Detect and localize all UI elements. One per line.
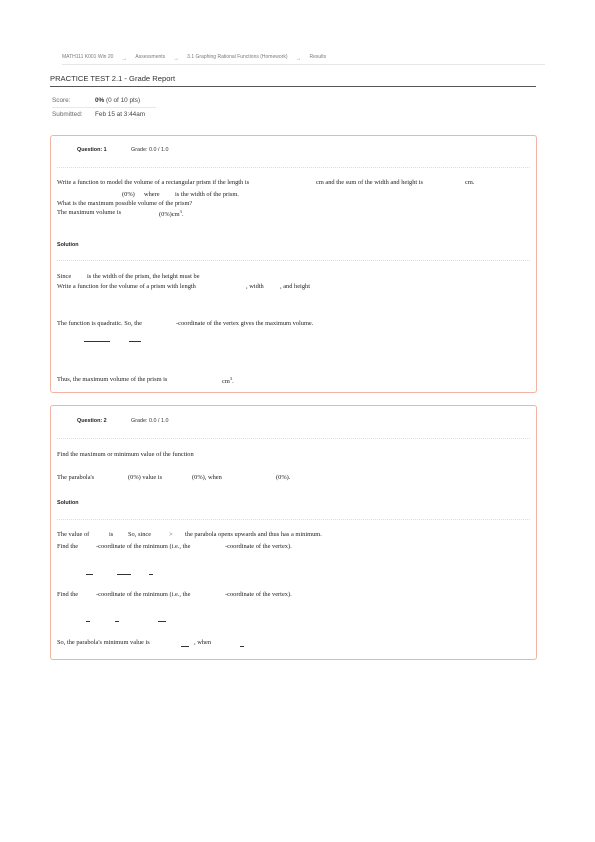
solution-text: The value of	[57, 531, 90, 538]
question-card-2	[50, 405, 537, 660]
solution-text: Thus, the maximum volume of the prism is	[57, 376, 168, 383]
solution-heading: Solution	[57, 500, 79, 506]
solution-text: Write a function for the volume of a prism with length	[57, 283, 196, 290]
solution-text: The function is quadratic. So, the	[57, 320, 143, 327]
fraction-bar	[86, 574, 93, 575]
score-detail: (0 of 10 pts)	[106, 97, 141, 104]
breadcrumb-link-assessments[interactable]: Assessments	[135, 54, 166, 60]
solution-text: So, the parabola's minimum value is	[57, 639, 150, 646]
answer-score: $(0\%)cm^3$.	[159, 209, 184, 219]
divider	[57, 519, 530, 520]
answer-score: (0%) value is	[128, 474, 163, 481]
solution-text: , and height	[280, 283, 310, 290]
question-grade: Grade: 0.0 / 1.0	[131, 147, 169, 153]
question-grade: Grade: 0.0 / 1.0	[131, 418, 169, 424]
solution-text: $cm^3$.	[222, 376, 234, 386]
page-title: PRACTICE TEST 2.1 - Grade Report	[50, 74, 536, 87]
score-value-wrap	[95, 97, 140, 104]
divider	[57, 260, 530, 261]
solution-text: -coordinate of the vertex).	[225, 591, 292, 598]
breadcrumb-arrow-icon: →	[121, 56, 128, 62]
question-text: cm.	[465, 179, 475, 186]
solution-text: -coordinate of the vertex).	[225, 543, 292, 550]
solution-text: Find the	[57, 543, 79, 550]
solution-text: Find the	[57, 591, 79, 598]
question-text: Find the maximum or minimum value of the function	[57, 451, 194, 458]
score-label: Score:	[52, 97, 71, 104]
breadcrumb-arrow-icon: →	[173, 56, 180, 62]
question-text: is the width of the prism.	[175, 191, 239, 198]
solution-text: -coordinate of the minimum (i.e., the	[96, 543, 191, 550]
question-text: Write a function to model the volume of a rectangular prism if the length is	[57, 179, 250, 186]
solution-text: , when	[194, 639, 212, 646]
solution-heading: Solution	[57, 242, 79, 248]
submitted-row	[52, 111, 146, 118]
fraction-bar	[86, 621, 90, 622]
unit-exponent: 3	[179, 209, 182, 214]
answer-score: (0%), when	[192, 474, 222, 481]
breadcrumb-arrow-icon: →	[295, 56, 302, 62]
fraction-bar	[84, 341, 110, 342]
question-text: where	[144, 191, 160, 198]
question-card-1	[50, 135, 537, 393]
submitted-value: Feb 15 at 3:44am	[95, 111, 146, 118]
breadcrumb-current-results: Results	[309, 54, 327, 60]
unit-exponent: 3	[229, 376, 233, 381]
fraction-bar	[240, 646, 244, 647]
solution-text: >	[169, 531, 173, 538]
fraction-bar	[158, 621, 166, 622]
question-text: The maximum volume is	[57, 209, 122, 216]
answer-score: (0%).	[276, 474, 291, 481]
fraction-bar	[149, 574, 153, 575]
breadcrumb	[62, 54, 545, 65]
score-value: 0%	[95, 97, 105, 104]
answer-score: (0%)	[122, 191, 135, 198]
solution-text: is	[109, 531, 114, 538]
question-header: Question: 2	[77, 418, 107, 424]
question-text: The parabola's	[57, 474, 95, 481]
fraction-bar	[117, 574, 131, 575]
divider	[57, 167, 530, 168]
breadcrumb-link-course[interactable]: MATH111 K001 Win 20	[62, 54, 114, 60]
solution-text: So, since	[128, 531, 152, 538]
divider	[57, 438, 530, 439]
fraction-bar	[115, 621, 119, 622]
question-header: Question: 1	[77, 147, 107, 153]
unit-text: cm	[222, 378, 230, 386]
solution-text: , width	[246, 283, 264, 290]
solution-text: is the width of the prism, the height must be	[87, 273, 200, 280]
solution-text: Since	[57, 273, 72, 280]
fraction-bar	[181, 646, 189, 647]
submitted-label: Submitted:	[52, 111, 83, 118]
fraction-bar	[129, 341, 141, 342]
solution-text: -coordinate of the minimum (i.e., the	[96, 591, 191, 598]
solution-text: the parabola opens upwards and thus has a minimum.	[185, 531, 322, 538]
score-row	[52, 97, 156, 108]
solution-text: -coordinate of the vertex gives the maximum volume.	[176, 320, 314, 327]
question-text: cm and the sum of the width and height is	[316, 179, 424, 186]
question-text: What is the maximum possible volume of the prism?	[57, 200, 193, 207]
breadcrumb-link-homework[interactable]: 3.1 Graphing Rational Functions (Homework)	[187, 54, 288, 60]
answer-score-text: (0%)cm	[159, 211, 180, 219]
